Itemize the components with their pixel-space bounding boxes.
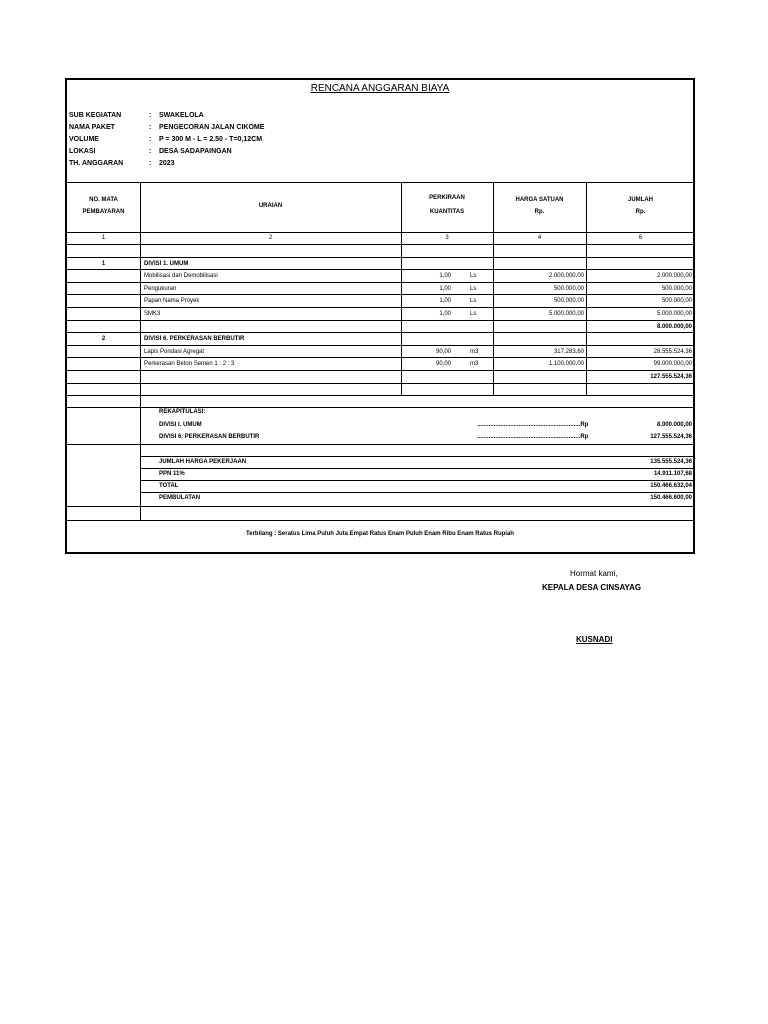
header-qty: PERKIRAAN KUANTITAS — [429, 195, 465, 215]
row-quantity: 90,00 — [435, 361, 451, 368]
header-total: JUMLAH Rp. — [628, 197, 653, 215]
row-description: DIVISI 1. UMUM — [144, 260, 189, 267]
row-quantity: 90,00 — [435, 348, 451, 355]
row-unit: Ls — [470, 298, 477, 305]
row-unit: m3 — [470, 361, 479, 368]
rekap-dots: ..............................................................Rp — [477, 422, 589, 428]
info-row: NAMA PAKET : PENGECORAN JALAN CIKOME — [69, 124, 265, 131]
row-quantity: 1,00 — [439, 298, 451, 305]
col-number: 4 — [537, 235, 542, 241]
row-description: Perkerasan Beton Semen 1 : 2 : 3 — [144, 361, 235, 368]
row-quantity: 1,00 — [439, 273, 451, 280]
row-number: 2 — [101, 336, 106, 343]
rekap-title: REKAPITULASI: — [159, 409, 206, 415]
row-description: DIVISI 6. PERKERASAN BERBUTIR — [144, 336, 245, 343]
info-row: LOKASI : DESA SADAPAINGAN — [69, 148, 232, 155]
summary-value: 150.466.632,04 — [650, 483, 692, 489]
signature-name: KUSNADI — [576, 635, 613, 644]
terbilang-text: Terbilang : Seratus Lima Puluh Juta Empat Ratus Enam Puluh Enam Ribu Enam Ratus Rupiah — [246, 531, 514, 537]
rekap-value: 8.000.000,00 — [656, 422, 692, 428]
row-unit-price: 317.283,60 — [553, 348, 584, 355]
header-no: NO. MATA PEMBAYARAN — [82, 197, 125, 215]
summary-label: JUMLAH HARGA PEKERJAAN — [159, 459, 247, 465]
summary-value: 150.466.600,00 — [650, 495, 692, 501]
row-divider — [67, 444, 693, 445]
row-divider — [67, 506, 693, 507]
summary-value: 135.555.524,36 — [650, 459, 692, 465]
row-divider — [67, 395, 693, 396]
row-total: 8.000.000,00 — [656, 323, 692, 330]
info-row: SUB KEGIATAN : SWAKELOLA — [69, 112, 204, 119]
row-unit: Ls — [470, 285, 477, 292]
row-quantity: 1,00 — [439, 285, 451, 292]
signature-position: KEPALA DESA CINSAYAG — [542, 583, 642, 592]
row-unit: m3 — [470, 348, 479, 355]
row-total: 127.555.524,36 — [650, 374, 692, 380]
summary-value: 14.911.107,68 — [653, 471, 692, 477]
row-description: Mobilisasi dan Demobilisasi — [144, 273, 218, 280]
table-top-border — [67, 182, 693, 183]
rekap-value: 127.555.524,36 — [650, 434, 692, 440]
project-info — [69, 110, 264, 170]
info-row: VOLUME : P = 300 M - L = 2.50 - T=0,12CM — [69, 136, 263, 143]
summary-label: PEMBULATAN — [159, 495, 201, 501]
row-description: Lapis Pondasi Agregat — [144, 348, 205, 355]
summary-label: TOTAL — [159, 483, 179, 489]
col-number: 6 — [638, 235, 643, 241]
row-description: Pengukuran — [144, 285, 177, 292]
table-number-border — [67, 244, 693, 245]
rekap-label: DIVISI I. UMUM — [159, 422, 202, 428]
row-quantity: 1,00 — [439, 311, 451, 317]
header-price: HARGA SATUAN Rp. — [515, 197, 564, 215]
rekap-dots: ..............................................................Rp — [477, 434, 589, 440]
row-unit-price: 5.000.000,00 — [548, 311, 584, 317]
col-number: 3 — [445, 235, 449, 241]
row-unit: Ls — [470, 273, 477, 280]
budget-document — [65, 78, 695, 554]
row-unit: Ls — [470, 311, 477, 317]
rekap-label: DIVISI 6. PERKERASAN BERBUTIR — [159, 434, 260, 440]
row-total: 500.000,00 — [661, 298, 692, 305]
row-total: 2.000.000,00 — [656, 273, 692, 280]
row-unit-price: 2.000.000,00 — [548, 273, 584, 280]
row-unit-price: 500.000,00 — [553, 298, 584, 305]
info-row: TH. ANGGARAN : 2023 — [69, 160, 175, 167]
row-divider — [67, 520, 693, 521]
document-title: RENCANA ANGGARAN BIAYA — [310, 83, 450, 94]
row-unit-price: 1.100.000,00 — [548, 361, 584, 368]
row-description: Papan Nama Proyek — [144, 298, 200, 305]
row-number: 1 — [101, 260, 106, 267]
row-unit-price: 500.000,00 — [553, 285, 584, 292]
row-description: SMK3 — [144, 311, 161, 317]
col-number: 2 — [268, 235, 273, 241]
header-uraian: URAIAN — [258, 203, 283, 209]
row-total: 500.000,00 — [661, 285, 692, 292]
summary-label: PPN 11% — [159, 471, 185, 477]
col-number: 1 — [101, 235, 106, 241]
row-total: 28.555.524,36 — [653, 348, 692, 355]
row-total: 99.000.000,00 — [653, 361, 692, 368]
signature-greeting: Hormat kami, — [570, 569, 618, 578]
row-total: 5.000.000,00 — [656, 311, 692, 317]
